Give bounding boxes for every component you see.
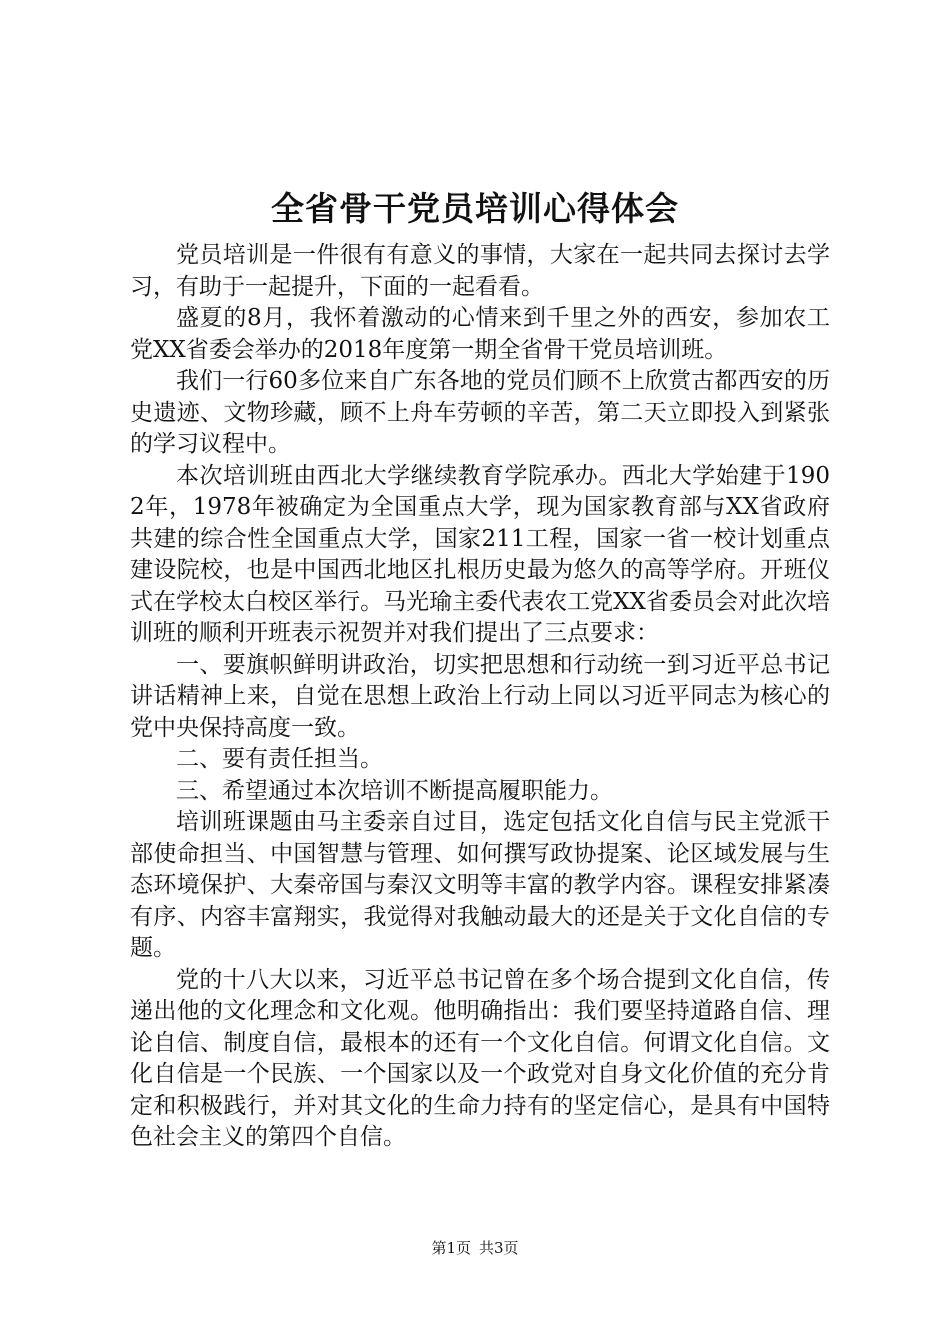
paragraph: 二、要有责任担当。 [176, 746, 383, 772]
page-number: 第1页 [431, 1239, 471, 1257]
paragraph: 党的十八大以来，习近平总书记曾在多个场合提到文化自信，传递出他的文化理念和文化观。他明确指出：我们要坚持道路自信、理论自信、制度自信，最根本的还有一个文化自信。何谓文化自信。文化自信是一个民族、一个国家以及一个政党对自身文化价值的充分肯定和积极践行，并对其文化的生命力持有的坚定信心，是具有中国特色社会主义的第四个自信。 [130, 966, 830, 1150]
paragraph: 三、希望通过本次培训不断提高履职能力。 [176, 777, 613, 804]
document-title: 全省骨干党员培训心得体会 [271, 189, 679, 228]
page-total: 共3页 [479, 1239, 519, 1257]
paragraph: 培训班课题由马主委亲自过目，选定包括文化自信与民主党派干部使命担当、中国智慧与管理、如何撰写政协提案、论区域发展与生态环境保护、大秦帝国与秦汉文明等丰富的教学内容。课程安排紧凑有序、内容丰富翔实，我觉得对我触动最大的还是关于文化自信的专题。 [130, 809, 830, 961]
paragraph: 党员培训是一件很有有意义的事情，大家在一起共同去探讨去学习，有助于一起提升，下面的一起看看。 [130, 242, 830, 300]
document-body [130, 240, 830, 1154]
paragraph: 盛夏的8月，我怀着激动的心情来到千里之外的西安，参加农工党XX省委会举办的2018年度第一期全省骨干党员培训班。 [130, 305, 830, 363]
paragraph: 本次培训班由西北大学继续教育学院承办。西北大学始建于1902年，1978年被确定为全国重点大学，现为国家教育部与XX省政府共建的综合性全国重点大学，国家211工程，国家一省一校计划重点建设院校，也是中国西北地区扎根历史最为悠久的高等学府。开班仪式在学校太白校区举行。马光瑜主委代表农工党XX省委员会对此次培训班的顺利开班表示祝贺并对我们提出了三点要求： [130, 462, 830, 646]
page-footer [0, 1238, 950, 1258]
paragraph: 我们一行60多位来自广东各地的党员们顾不上欣赏古都西安的历史遗迹、文物珍藏，顾不上舟车劳顿的辛苦，第二天立即投入到紧张的学习议程中。 [130, 368, 830, 457]
paragraph: 一、要旗帜鲜明讲政治，切实把思想和行动统一到习近平总书记讲话精神上来，自觉在思想上政治上行动上同以习近平同志为核心的党中央保持高度一致。 [130, 651, 830, 741]
